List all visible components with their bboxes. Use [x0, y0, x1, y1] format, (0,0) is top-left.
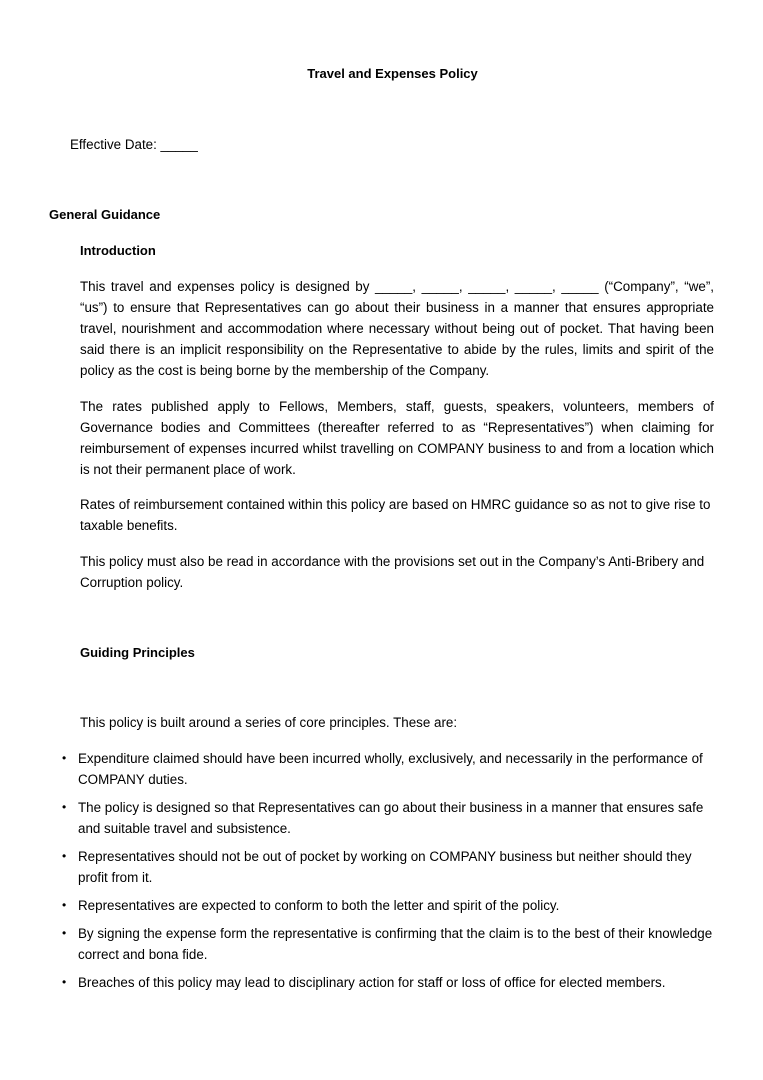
guiding-principles-heading: Guiding Principles — [80, 645, 195, 660]
list-item-text: Expenditure claimed should have been incurred wholly, exclusively, and necessarily in the performance of COMPANY duties. — [78, 751, 703, 787]
list-item — [62, 923, 722, 965]
list-item — [62, 895, 722, 916]
bullet-icon: • — [62, 849, 67, 863]
list-item — [62, 748, 722, 790]
guiding-principles-intro: This policy is built around a series of core principles. These are: — [80, 715, 458, 730]
bullet-icon: • — [62, 800, 67, 814]
list-item-text: Breaches of this policy may lead to disciplinary action for staff or loss of office for elected members. — [78, 975, 666, 990]
list-item-text: By signing the expense form the representative is confirming that the claim is to the best of their knowledge correct and bona fide. — [78, 926, 713, 962]
introduction-heading: Introduction — [80, 243, 156, 258]
intro-paragraph-2: The rates published apply to Fellows, Members, staff, guests, speakers, volunteers, members of Governance bodies and Committees (thereafter referred to as “Representatives”) when claiming for reimbursement of expenses incurred whilst travelling on COMPANY business to and from a location which is not their permanent place of work. — [80, 399, 714, 477]
list-item-text: Representatives are expected to conform to both the letter and spirit of the policy. — [78, 898, 560, 913]
general-guidance-heading: General Guidance — [49, 207, 161, 222]
list-item — [62, 972, 722, 993]
intro-paragraph-1: This travel and expenses policy is designed by _____, _____, _____, _____, _____ (“Company”, “we”, “us”) to ensure that Representatives can go about their business in a manner that ensures appropriate travel, nourishment and accommodation where necessary without being out of pocket. That having been said there is an implicit responsibility on the Representative to abide by the rules, limits and spirit of the policy as the cost is being borne by the membership of the Company. — [80, 279, 714, 378]
intro-paragraph-3: Rates of reimbursement contained within this policy are based on HMRC guidance so as not to give rise to taxable benefits. — [80, 497, 711, 533]
bullet-icon: • — [62, 898, 67, 912]
list-item — [62, 846, 722, 888]
bullet-icon: • — [62, 751, 67, 765]
effective-date: Effective Date: _____ — [70, 137, 198, 152]
bullet-icon: • — [62, 975, 67, 989]
list-item — [62, 797, 722, 839]
bullet-icon: • — [62, 926, 67, 940]
principles-list — [62, 748, 722, 1000]
list-item-text: Representatives should not be out of pocket by working on COMPANY business but neither should they profit from it. — [78, 849, 692, 885]
document-title: Travel and Expenses Policy — [307, 66, 478, 81]
list-item-text: The policy is designed so that Representatives can go about their business in a manner that ensures safe and suitable travel and subsistence. — [78, 800, 704, 836]
intro-paragraph-4: This policy must also be read in accordance with the provisions set out in the Company’s Anti-Bribery and Corruption policy. — [80, 554, 705, 590]
